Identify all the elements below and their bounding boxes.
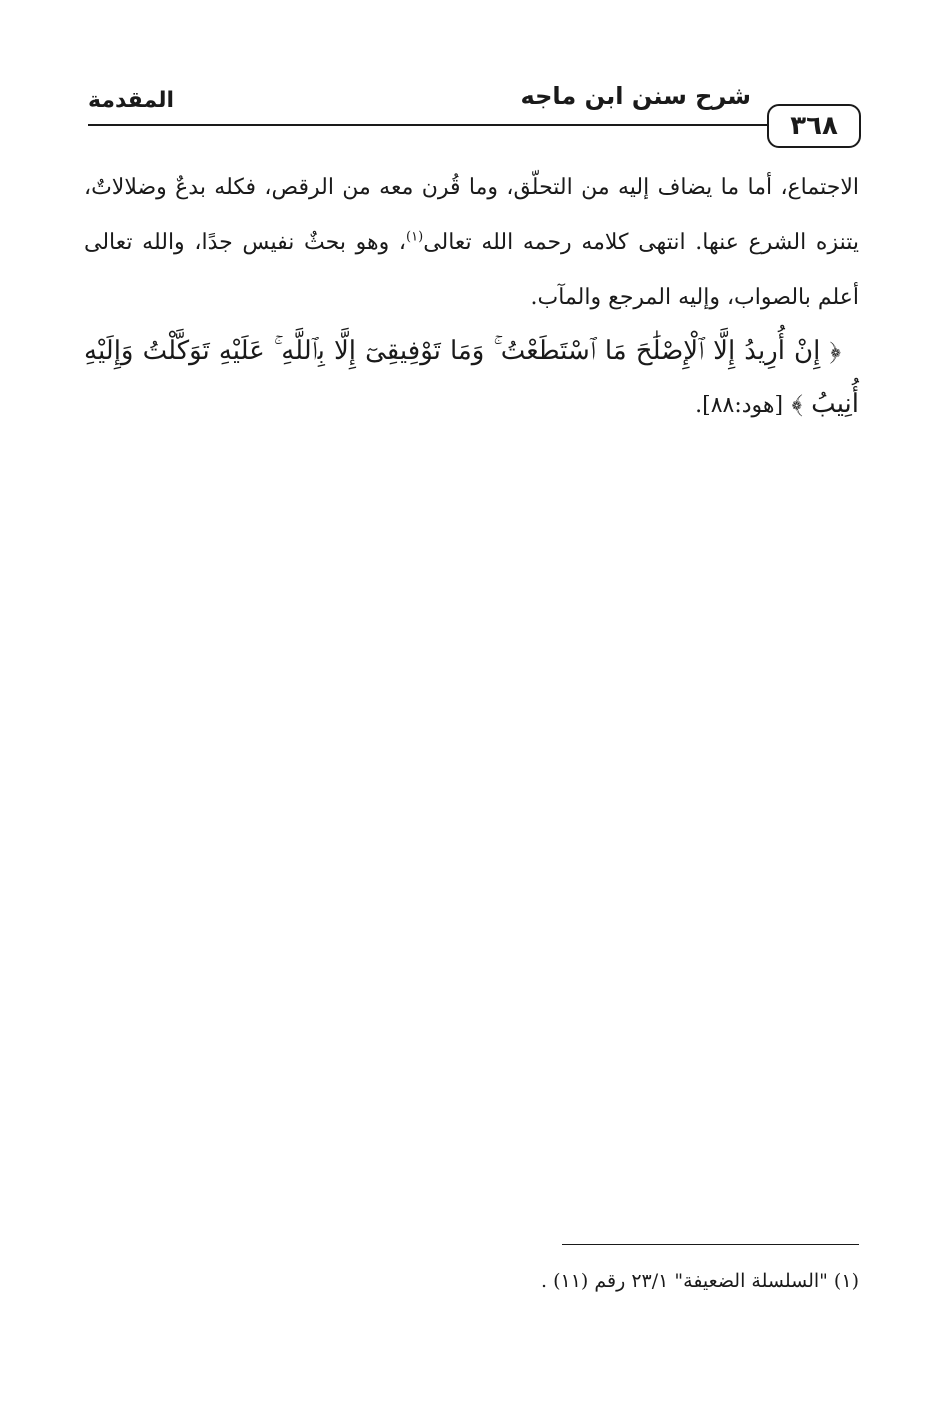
footnote: (١) "السلسلة الضعيفة" ٢٣/١ رقم (١١) . (541, 1270, 859, 1292)
body-line-1: الاجتماع، أما ما يضاف إليه من التحلّق، وما قُرن معه من الرقص، فكله بدعٌ (175, 175, 859, 200)
quran-verse: ﴿ إِنْ أُرِيدُ إِلَّا ٱلْإِصْلَٰحَ مَا ٱسْتَطَعْتُ ۚ وَمَا تَوْفِيقِىٓ إِلَّا بِٱللَّهِ ۚ عَلَيْهِ تَوَكَّلْتُ وَإِلَيْهِ أُنِيبُ ﴾ (84, 336, 859, 419)
footnote-separator (562, 1244, 859, 1245)
header-rule (88, 124, 771, 126)
page-number: ٣٦٨ (767, 104, 861, 148)
book-title: شرح سنن ابن ماجه (520, 82, 751, 110)
quran-verse-block (84, 325, 859, 432)
body-line-2-before: وضلالاتٌ، يتنزه الشرع عنها. انتهى كلامه رحمه الله تعالى (84, 175, 860, 255)
body-paragraph (84, 160, 859, 325)
page-header (88, 80, 861, 150)
main-text (84, 160, 859, 432)
quran-reference: [هود:٨٨]. (695, 393, 784, 418)
body-line-2-after: ، وهو بحثٌ نفيس جدًا، (194, 230, 407, 255)
footnote-marker[interactable]: (١) (406, 229, 424, 245)
section-title: المقدمة (88, 88, 175, 113)
body-line-3: والله تعالى أعلم بالصواب، وإليه المرجع والمآب. (84, 230, 859, 310)
